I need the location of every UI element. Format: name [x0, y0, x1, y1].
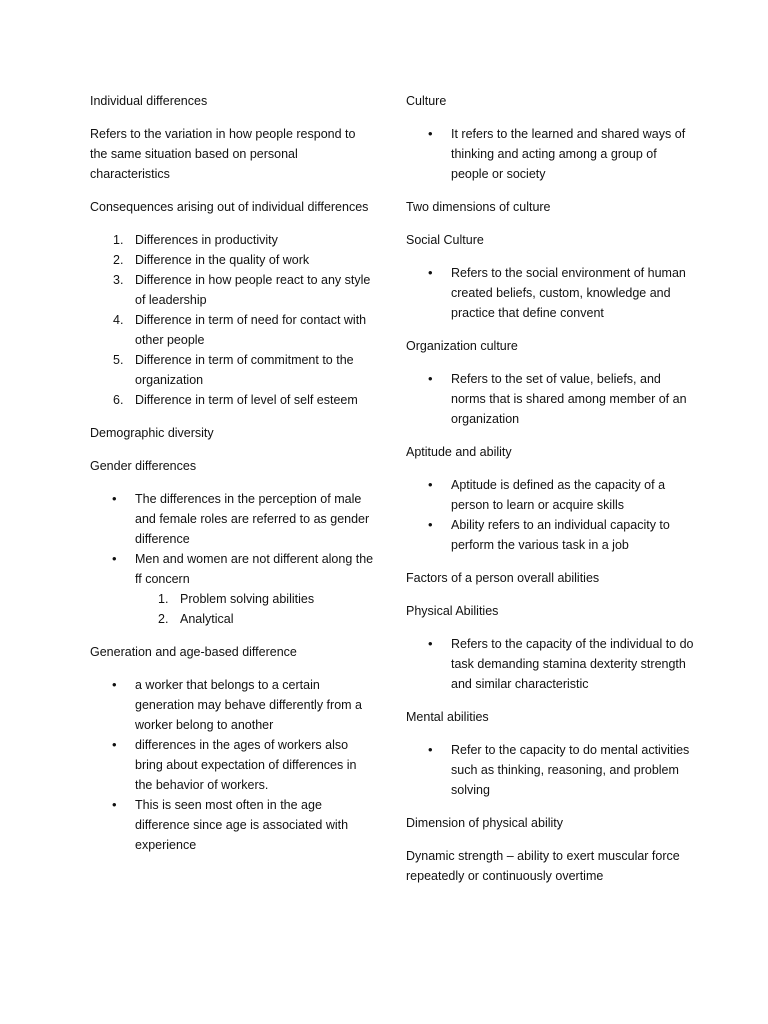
consequences-list — [90, 230, 375, 410]
bullet-item — [90, 549, 375, 629]
list-item-text: Differences in productivity — [135, 233, 278, 247]
bullet-item: • Refers to the social environment of human created beliefs, custom, knowledge and practice that define convent — [406, 263, 696, 323]
bullet-item: • differences in the ages of workers also bring about expectation of differences in the behavior of workers. — [90, 735, 375, 795]
list-item — [90, 350, 375, 390]
gender-sublist — [135, 589, 375, 629]
bullet-item: • a worker that belongs to a certain generation may behave differently from a worker belong to another — [90, 675, 375, 735]
list-item-text: Difference in how people react to any style of leadership — [135, 273, 371, 307]
aptitude-heading: Aptitude and ability — [406, 445, 512, 459]
social-culture-heading: Social Culture — [406, 233, 484, 247]
list-number: 2. — [113, 253, 124, 267]
physical-abilities-bullets — [406, 634, 696, 694]
sublist-item — [135, 609, 375, 629]
aptitude-bullets — [406, 475, 696, 555]
dynamic-strength-text: Dynamic strength – ability to exert muscular force repeatedly or continuously overtime — [406, 849, 680, 883]
consequences-heading: Consequences arising out of individual differences — [90, 200, 369, 214]
two-dimensions-heading: Two dimensions of culture — [406, 200, 551, 214]
culture-bullets — [406, 124, 696, 184]
list-item-text: Difference in term of level of self esteem — [135, 393, 358, 407]
right-column — [406, 91, 696, 899]
physical-abilities-heading: Physical Abilities — [406, 604, 499, 618]
list-item — [90, 250, 375, 270]
list-item-text: Difference in term of need for contact with other people — [135, 313, 367, 347]
mental-abilities-heading: Mental abilities — [406, 710, 489, 724]
list-number: 5. — [113, 353, 124, 367]
demographic-heading: Demographic diversity — [90, 426, 214, 440]
list-item — [90, 310, 375, 350]
sublist-item — [135, 589, 375, 609]
bullet-item: • It refers to the learned and shared ways of thinking and acting among a group of people or society — [406, 124, 696, 184]
left-column — [90, 91, 375, 868]
bullet-item-text: Men and women are not different along the ff concern — [135, 552, 374, 586]
list-item-text: Problem solving abilities — [180, 592, 315, 606]
list-item-text: Analytical — [180, 612, 234, 626]
generation-heading: Generation and age-based difference — [90, 645, 297, 659]
bullet-item: • The differences in the perception of male and female roles are referred to as gender difference — [90, 489, 375, 549]
dimension-physical-ability-heading: Dimension of physical ability — [406, 816, 564, 830]
social-culture-bullets — [406, 263, 696, 323]
list-item — [90, 270, 375, 310]
bullet-item: • Ability refers to an individual capacity to perform the various task in a job — [406, 515, 696, 555]
bullet-item: • Aptitude is defined as the capacity of a person to learn or acquire skills — [406, 475, 696, 515]
bullet-item: • Refers to the capacity of the individual to do task demanding stamina dexterity strength and similar characteristic — [406, 634, 696, 694]
organization-culture-bullets — [406, 369, 696, 429]
list-item — [90, 390, 375, 410]
gender-bullets — [90, 489, 375, 629]
bullet-item: • Refers to the set of value, beliefs, and norms that is shared among member of an organization — [406, 369, 696, 429]
gender-heading: Gender differences — [90, 459, 197, 473]
list-item-text: Difference in the quality of work — [135, 253, 310, 267]
list-item — [90, 230, 375, 250]
list-number: 1. — [158, 592, 169, 606]
bullet-item: • This is seen most often in the age difference since age is associated with experience — [90, 795, 375, 855]
list-number: 4. — [113, 313, 124, 327]
individual-differences-definition: Refers to the variation in how people respond to the same situation based on personal characteristics — [90, 127, 356, 181]
list-number: 1. — [113, 233, 124, 247]
factors-heading: Factors of a person overall abilities — [406, 571, 600, 585]
mental-abilities-bullets — [406, 740, 696, 800]
list-item-text: Difference in term of commitment to the organization — [135, 353, 354, 387]
culture-heading: Culture — [406, 94, 447, 108]
list-number: 6. — [113, 393, 124, 407]
list-number: 2. — [158, 612, 169, 626]
list-number: 3. — [113, 273, 124, 287]
individual-differences-heading: Individual differences — [90, 94, 208, 108]
bullet-item: • Refer to the capacity to do mental activities such as thinking, reasoning, and problem solving — [406, 740, 696, 800]
organization-culture-heading: Organization culture — [406, 339, 518, 353]
generation-bullets — [90, 675, 375, 855]
